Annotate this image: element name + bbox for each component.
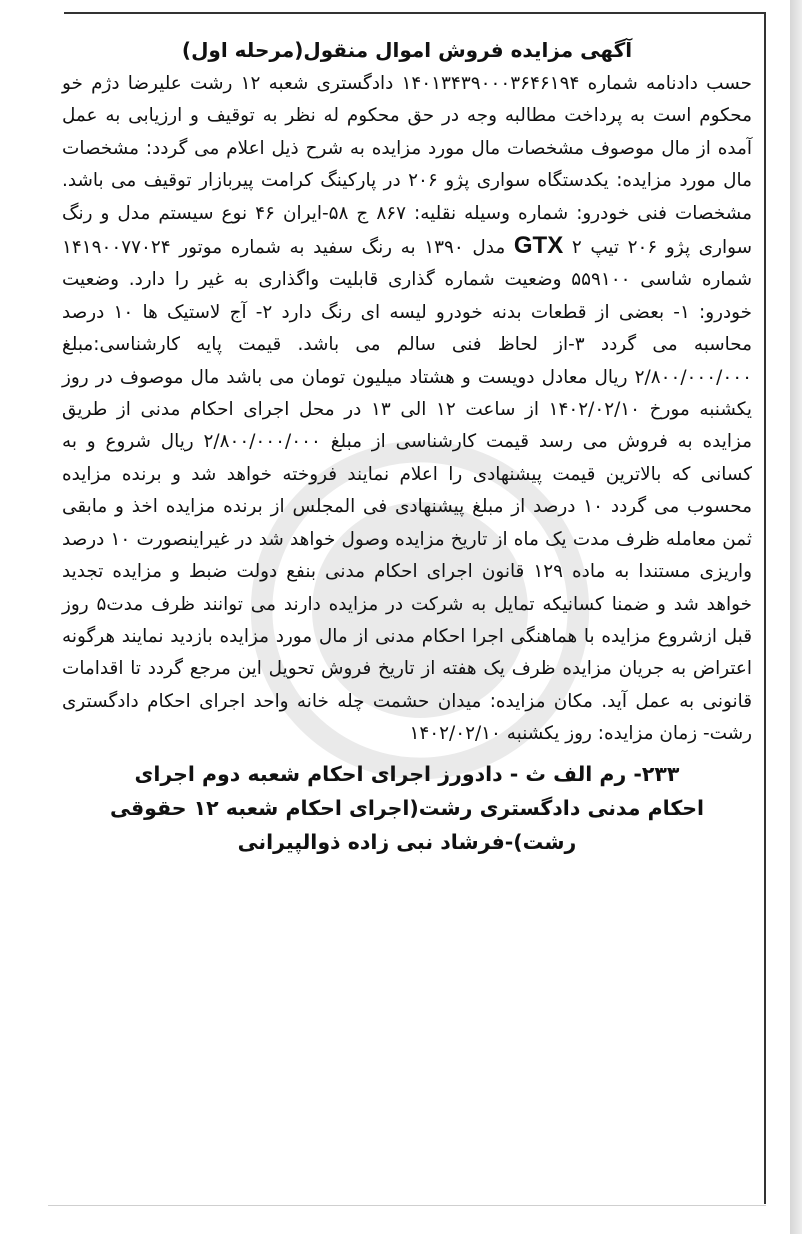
vehicle-trim: GTX bbox=[513, 232, 564, 260]
auction-notice bbox=[62, 34, 752, 859]
notice-paragraph-2: مدل ۱۳۹۰ به رنگ سفید به شماره موتور ۱۴۱۹۰۰۷۷۰۲۴ شماره شاسی ۵۵۹۱۰۰ وضعیت شماره گذاری قابلیت واگذاری به غیر را دارد. وضعیت خودرو: ۱- بعضی از قطعات بدنه خودرو لیسه ای رنگ دارد ۲- آج لاستیک ها ۱۰ درصد محاسبه می گردد ۳-از لحاظ فنی سالم می باشد. قیمت پایه کارشناسی:مبلغ ۲/۸۰۰/۰۰۰/۰۰۰ ریال معادل دویست و هشتاد میلیون تومان می باشد مال موصوف در روز یکشنبه مورخ ۱۴۰۲/۰۲/۱۰ از ساعت ۱۲ الی ۱۳ در محل اجرای احکام مدنی از طریق مزایده به فروش می رسد قیمت کارشناسی از مبلغ ۲/۸۰۰/۰۰۰/۰۰۰ ریال شروع و به کسانی که بالاترین قیمت پیشنهادی را اعلام نمایند فروخته خواهد شد و برنده مزایده محسوب می گردد ۱۰ درصد از مبلغ پیشنهادی فی المجلس از برنده مزایده اخذ و مابقی ثمن معامله ظرف مدت یک ماه از تاریخ مزایده وصول خواهد شد در غیراینصورت ۱۰ درصد واریزی مستندا به ماده ۱۲۹ قانون اجرای احکام مدنی بنفع دولت ضبط و مزایده تجدید خواهد شد و ضمنا کسانیکه تمایل به شرکت در مزایده دارند می توانند ظرف مدت۵ روز قبل ازشروع مزایده با هماهنگی اجرا احکام مدنی از مال مورد مزایده بازدید نمایند هرگونه اعتراض به جریان مزایده ظرف یک هفته از تاریخ فروش تحویل این مرجع گردد تا اقدامات قانونی به عمل آید. مکان مزایده: میدان حشمت چله خانه واحد اجرای احکام دادگستری رشت- زمان مزایده: روز یکشنبه ۱۴۰۲/۰۲/۱۰ bbox=[62, 237, 753, 745]
notice-signature bbox=[62, 757, 752, 859]
bottom-divider bbox=[48, 1205, 766, 1206]
scroll-edge-shadow bbox=[790, 0, 802, 1234]
signature-line-3: رشت)-فرشاد نبی زاده ذوالپیرانی bbox=[237, 829, 577, 854]
signature-line-1: ۲۳۳- رم الف ث - دادورز اجرای احکام شعبه دوم اجرای bbox=[134, 761, 680, 786]
signature-line-2: احکام مدنی دادگستری رشت(اجرای احکام شعبه ۱۲ حقوقی bbox=[109, 795, 705, 820]
notice-paragraph-1: حسب دادنامه شماره ۱۴۰۱۳۴۳۹۰۰۰۳۶۴۶۱۹۴ دادگستری شعبه ۱۲ رشت علیرضا دژم خو محکوم است به پرداخت مطالبه وجه در حق محکوم له نظر به توقیف و ارزیابی به عمل آمده از مال موصوف مشخصات مال مورد مزایده به شرح ذیل اعلام می گردد: مشخصات مال مورد مزایده: یکدستگاه سواری پژو ۲۰۶ در پارکینگ کرامت پیربازار توقیف می باشد. مشخصات فنی خودرو: شماره وسیله نقلیه: ۸۶۷ ج ۵۸-ایران ۴۶ نوع سیستم مدل و رنگ سواری پژو ۲۰۶ تیپ ۲ bbox=[62, 73, 753, 259]
notice-body bbox=[62, 68, 752, 751]
notice-title: آگهی مزایده فروش اموال منقول(مرحله اول) bbox=[181, 38, 633, 62]
